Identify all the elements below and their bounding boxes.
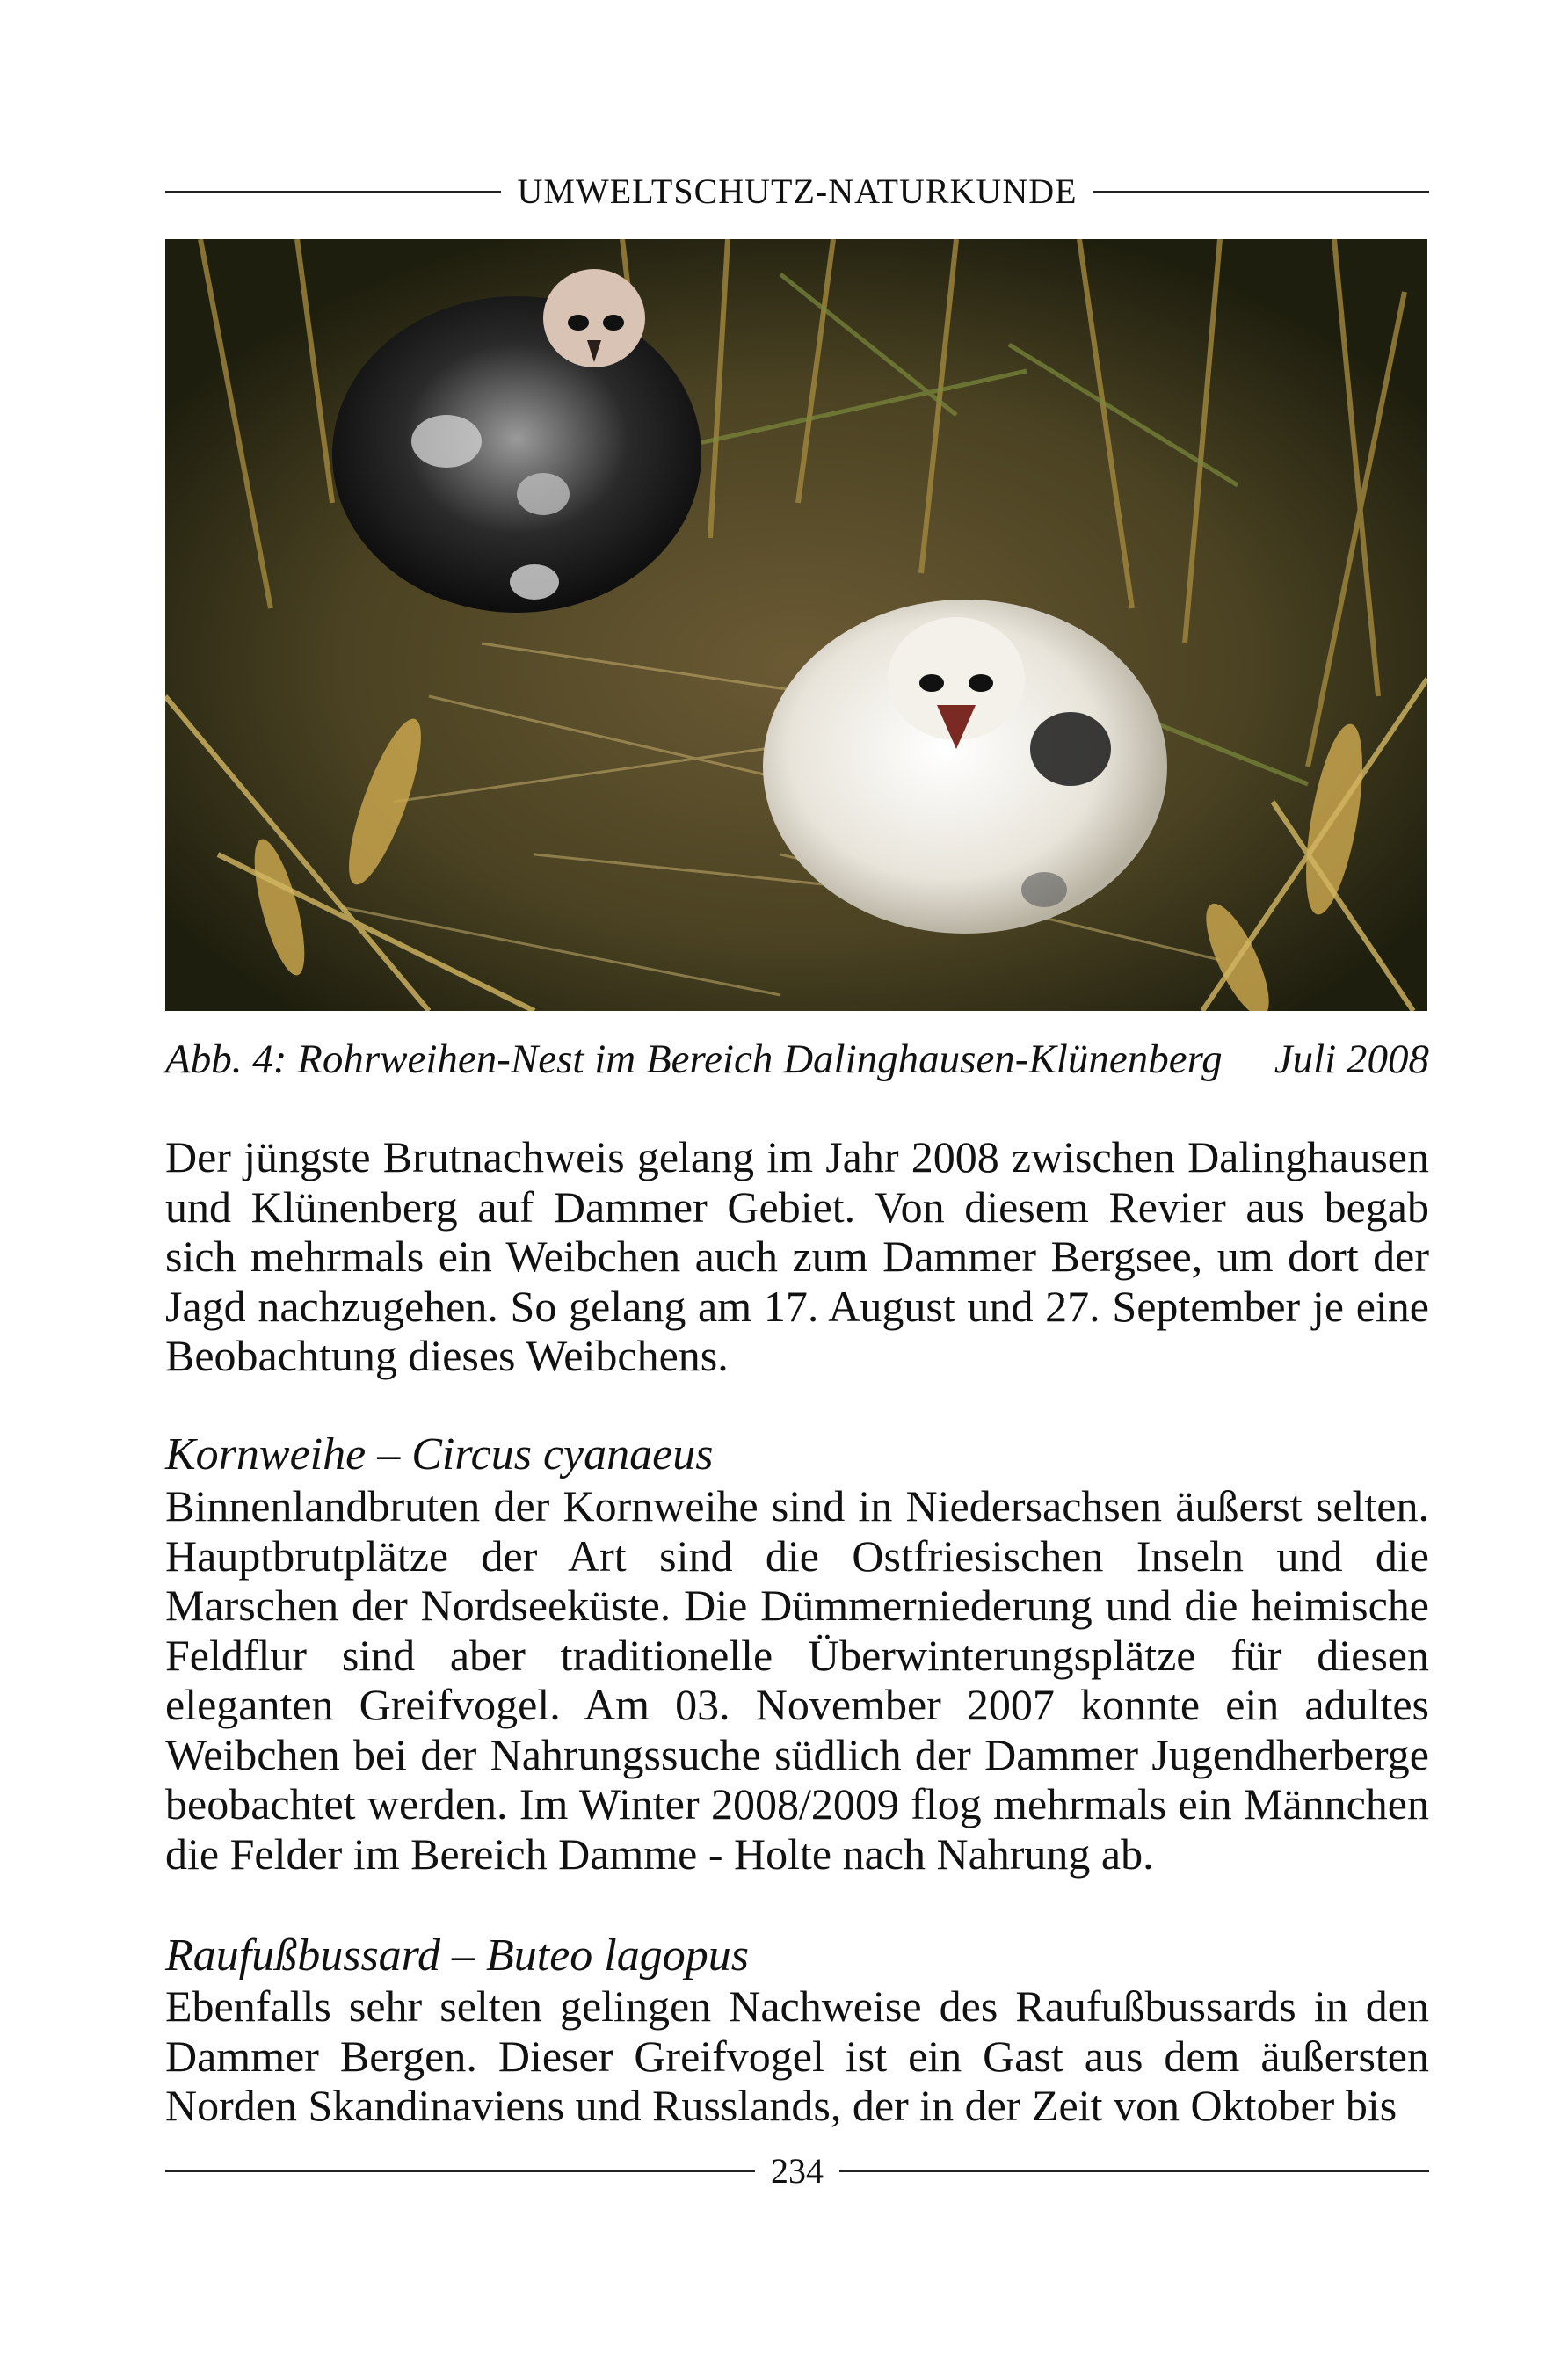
caption-date: Juli 2008 xyxy=(1274,1036,1429,1082)
nest-photo xyxy=(165,239,1427,1011)
caption-text: Abb. 4: Rohrweihen-Nest im Bereich Dalinghausen-Klünenberg xyxy=(165,1036,1223,1082)
paragraph-3: Ebenfalls sehr selten gelingen Nachweise des Raufußbussards in den Dammer Bergen. Dieser Greifvogel ist ein Gast aus dem äußersten Norden Skandinaviens und Russlands, der in der Zeit von Oktober bis xyxy=(165,1981,1429,2130)
footer-rule-left xyxy=(165,2170,755,2172)
header-rule-right xyxy=(1093,191,1429,193)
paragraph-1: Der jüngste Brutnachweis gelang im Jahr 2008 zwischen Dalinghausen und Klünenberg auf Dammer Gebiet. Von diesem Revier aus begab sich mehrmals ein Weibchen auch zum Dammer Bergsee, um dort der Jagd nachzugehen. So gelang am 17. August und 27. September je eine Beobachtung dieses Weibchens. xyxy=(165,1132,1429,1380)
page-footer xyxy=(165,2150,1429,2192)
page-header xyxy=(165,171,1429,212)
photo-icon xyxy=(165,239,1427,1011)
running-head: UMWELTSCHUTZ-NATURKUNDE xyxy=(517,171,1078,211)
paragraph-2: Binnenlandbruten der Kornweihe sind in Niedersachsen äußerst selten. Hauptbrutplätze der Art sind die Ostfriesischen Inseln und die Marschen der Nordseeküste. Die Dümmerniederung und die heimische Feldflur sind aber traditionelle Überwinterungsplätze für diesen eleganten Greifvogel. Am 03. November 2007 konnte ein adultes Weibchen bei der Nahrungssuche südlich der Dammer Jugendherberge beobachtet werden. Im Winter 2008/2009 flog mehrmals ein Männchen die Felder im Bereich Damme - Holte nach Nahrung ab. xyxy=(165,1481,1429,1879)
header-rule-left xyxy=(165,191,501,193)
footer-rule-right xyxy=(839,2170,1429,2172)
figure-caption xyxy=(165,1036,1429,1083)
section-heading-kornweihe: Kornweihe – Circus cyanaeus xyxy=(165,1429,714,1479)
page-number: 234 xyxy=(771,2151,824,2191)
section-heading-raufussbussard: Raufußbussard – Buteo lagopus xyxy=(165,1930,749,1981)
